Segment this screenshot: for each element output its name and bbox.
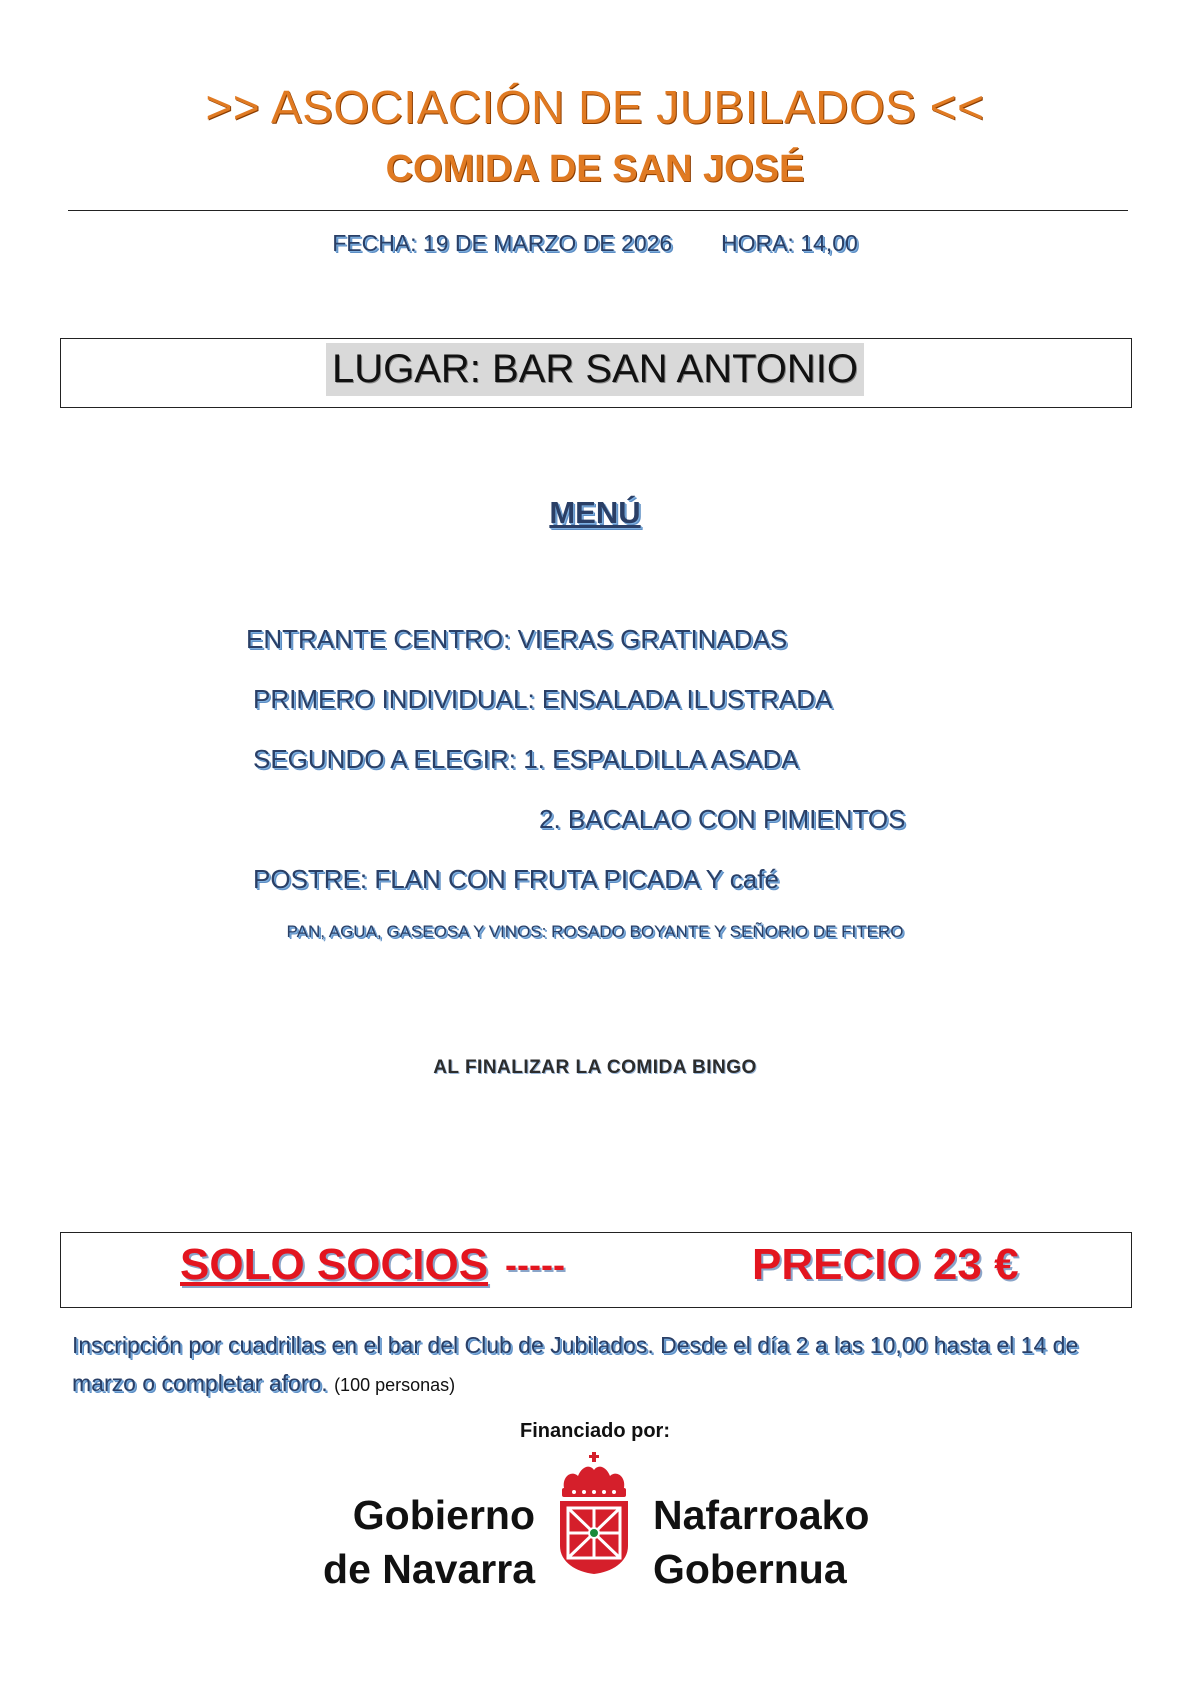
logo-right-line2: Gobernua <box>653 1546 847 1592</box>
event-date: FECHA: 19 DE MARZO DE 2026 <box>332 230 673 256</box>
nafarroako-gobernua-text <box>653 1488 869 1596</box>
menu-starter: ENTRANTE CENTRO: VIERAS GRATINADAS <box>246 624 788 654</box>
price-label: PRECIO 23 € <box>752 1240 1019 1289</box>
menu-dessert: POSTRE: FLAN CON FRUTA PICADA Y café <box>253 864 779 894</box>
bingo-note: AL FINALIZAR LA COMIDA BINGO <box>433 1057 757 1078</box>
logo-left-line1: Gobierno <box>352 1492 535 1538</box>
place-label <box>0 343 1190 396</box>
title-divider <box>68 210 1128 211</box>
registration-text: Inscripción por cuadrillas en el bar del Club de Jubilados. Desde el día 2 a las 10,00 hasta el 14 de marzo o completar aforo. <box>72 1332 1079 1396</box>
date-time-line <box>0 230 1190 257</box>
price-separator: ----- <box>505 1244 565 1285</box>
menu-first-course: PRIMERO INDIVIDUAL: ENSALADA ILUSTRADA <box>253 684 833 714</box>
menu-second-option-2: 2. BACALAO CON PIMIENTOS <box>539 804 906 834</box>
navarra-coat-of-arms-icon <box>554 1452 634 1576</box>
menu-drinks: PAN, AGUA, GASEOSA Y VINOS: ROSADO BOYANTE Y SEÑORIO DE FITERO <box>286 922 904 941</box>
funding-label: Financiado por: <box>520 1420 670 1442</box>
registration-info <box>72 1326 1142 1404</box>
event-subtitle: COMIDA DE SAN JOSÉ <box>385 148 805 190</box>
logo-right-line1: Nafarroako <box>653 1492 870 1538</box>
event-time: HORA: 14,00 <box>720 230 858 256</box>
page-title: >> ASOCIACIÓN DE JUBILADOS << <box>205 81 985 133</box>
gobierno-navarra-text <box>323 1488 535 1596</box>
price-row <box>0 1240 1190 1300</box>
members-only-label: SOLO SOCIOS <box>180 1240 489 1289</box>
event-place: LUGAR: BAR SAN ANTONIO <box>326 343 864 396</box>
menu-heading: MENÚ <box>549 495 641 530</box>
logo-left-line2: de Navarra <box>323 1546 535 1592</box>
menu-second-course: SEGUNDO A ELEGIR: 1. ESPALDILLA ASADA <box>253 744 799 774</box>
registration-capacity: (100 personas) <box>334 1375 456 1395</box>
